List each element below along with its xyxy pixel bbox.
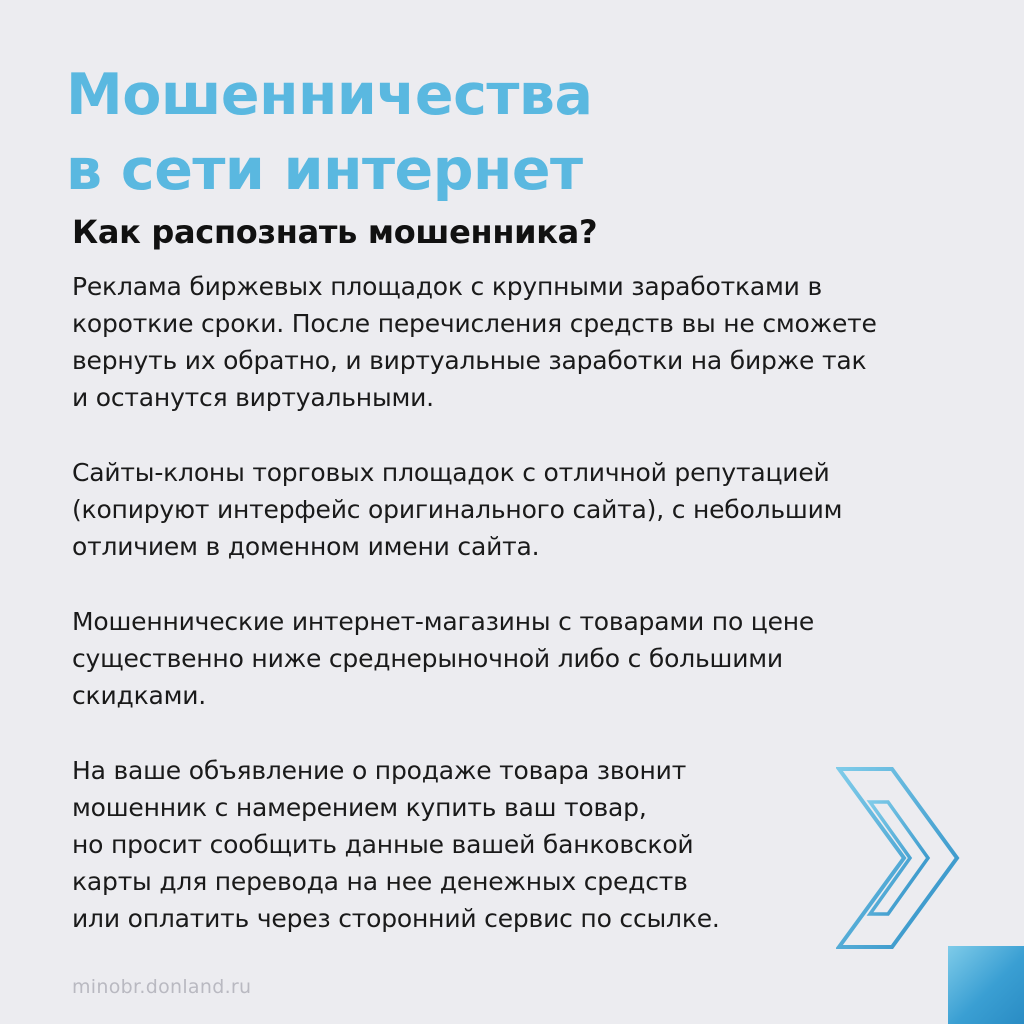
text-line: отличием в доменном имени сайта.: [72, 532, 540, 561]
title-line-2: в сети интернет: [66, 137, 583, 203]
text-line: или оплатить через сторонний сервис по ссылке.: [72, 904, 720, 933]
paragraph-fake-shops: [72, 603, 972, 714]
text-line: Сайты-клоны торговых площадок с отличной репутацией: [72, 458, 830, 487]
paragraph-clone-sites: [72, 454, 972, 565]
text-line: На ваше объявление о продаже товара звонит: [72, 756, 687, 785]
chevron-right-icon[interactable]: [836, 766, 960, 950]
text-line: Реклама биржевых площадок с крупными заработками в: [72, 272, 822, 301]
text-line: скидками.: [72, 681, 207, 710]
text-line: мошенник с намерением купить ваш товар,: [72, 793, 647, 822]
text-line: существенно ниже среднерыночной либо с большими: [72, 644, 783, 673]
text-line: но просит сообщить данные вашей банковской: [72, 830, 694, 859]
paragraph-exchange-ads: [72, 268, 972, 416]
text-line: Мошеннические интернет-магазины с товарами по цене: [72, 607, 815, 636]
section-heading: Как распознать мошенника?: [72, 213, 598, 251]
page-title: [66, 58, 592, 208]
text-line: и останутся виртуальными.: [72, 383, 434, 412]
text-line: (копируют интерфейс оригинального сайта), с небольшим: [72, 495, 843, 524]
footer-site-url[interactable]: minobr.donland.ru: [72, 976, 252, 998]
title-line-1: Мошенничества: [66, 62, 593, 128]
text-line: вернуть их обратно, и виртуальные заработки на бирже так: [72, 346, 867, 375]
text-line: короткие сроки. После перечисления средств вы не сможете: [72, 309, 877, 338]
corner-accent-square: [948, 946, 1024, 1024]
text-line: карты для перевода на нее денежных средств: [72, 867, 688, 896]
